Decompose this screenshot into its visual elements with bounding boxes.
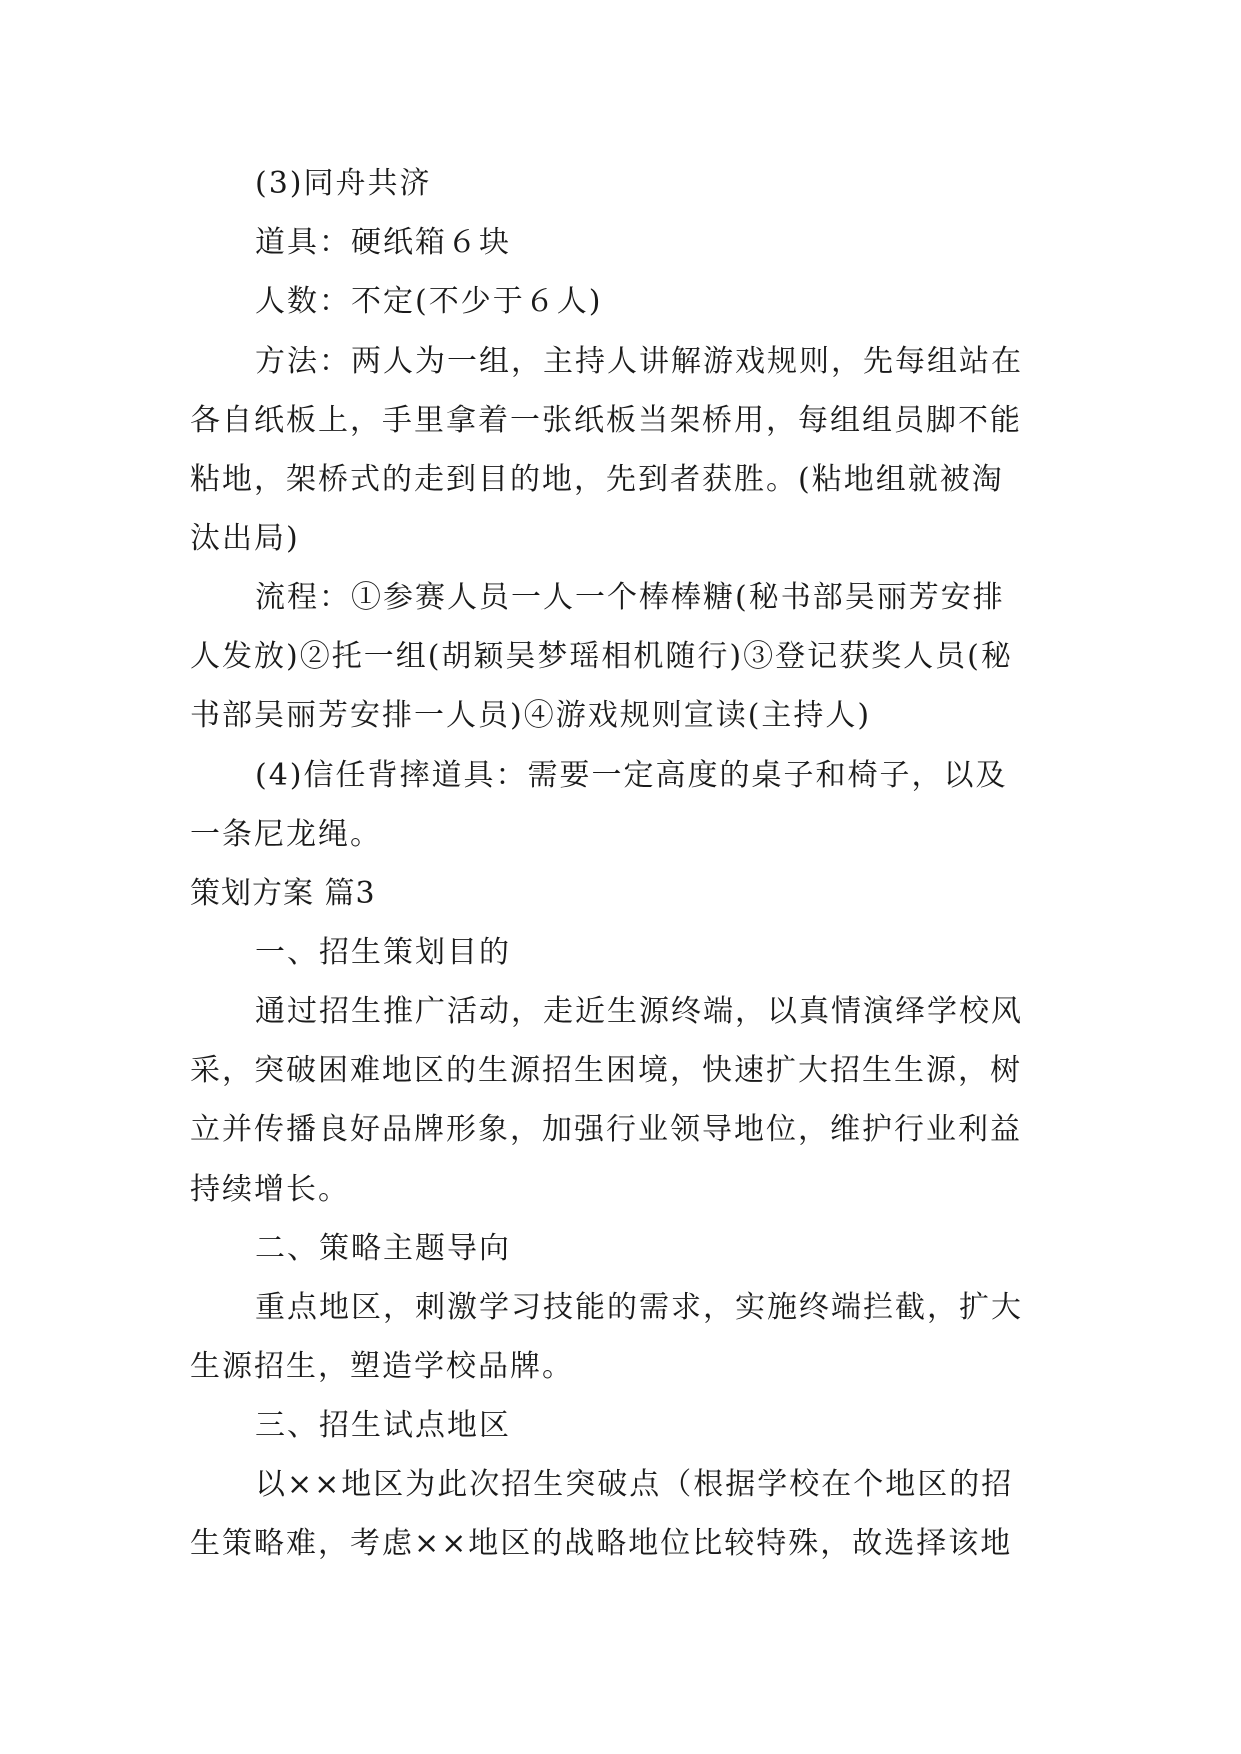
paragraph-line: 汰出局) [190, 521, 300, 556]
paragraph-line: 生源招生，塑造学校品牌。 [190, 1349, 574, 1384]
paragraph-line: 方法：两人为一组，主持人讲解游戏规则，先每组站在 [255, 344, 1023, 379]
paragraph-line: 采，突破困难地区的生源招生困境，快速扩大招生生源，树 [190, 1053, 1022, 1088]
paragraph-line: 通过招生推广活动，走近生源终端，以真情演绎学校风 [255, 994, 1023, 1029]
paragraph-line: 人数：不定(不少于６人) [255, 284, 603, 319]
paragraph-line: 生策略难，考虑××地区的战略地位比较特殊，故选择该地 [190, 1526, 1013, 1561]
paragraph-line: (3)同舟共济 [255, 166, 432, 201]
paragraph-line: 重点地区，刺激学习技能的需求，实施终端拦截，扩大 [255, 1290, 1023, 1325]
paragraph-line: 各自纸板上，手里拿着一张纸板当架桥用，每组组员脚不能 [190, 403, 1022, 438]
paragraph-line: 道具：硬纸箱６块 [255, 225, 511, 260]
paragraph-line: (4)信任背摔道具：需要一定高度的桌子和椅子，以及 [255, 758, 1008, 793]
paragraph-line: 以××地区为此次招生突破点（根据学校在个地区的招 [255, 1467, 1014, 1502]
subsection-heading: 一、招生策划目的 [255, 935, 511, 970]
paragraph-line: 流程：①参赛人员一人一个棒棒糖(秘书部吴丽芳安排 [255, 580, 1005, 615]
paragraph-line: 书部吴丽芳安排一人员)④游戏规则宣读(主持人) [190, 698, 872, 733]
paragraph-line: 持续增长。 [190, 1172, 350, 1207]
subsection-heading: 三、招生试点地区 [255, 1408, 511, 1443]
paragraph-line: 立并传播良好品牌形象，加强行业领导地位，维护行业利益 [190, 1112, 1022, 1147]
section-heading: 策划方案 篇3 [190, 876, 376, 911]
subsection-heading: 二、策略主题导向 [255, 1231, 511, 1266]
paragraph-line: 一条尼龙绳。 [190, 817, 382, 852]
paragraph-line: 粘地，架桥式的走到目的地，先到者获胜。(粘地组就被淘 [190, 462, 1004, 497]
paragraph-line: 人发放)②托一组(胡颖吴梦瑶相机随行)③登记获奖人员(秘 [190, 639, 1013, 674]
